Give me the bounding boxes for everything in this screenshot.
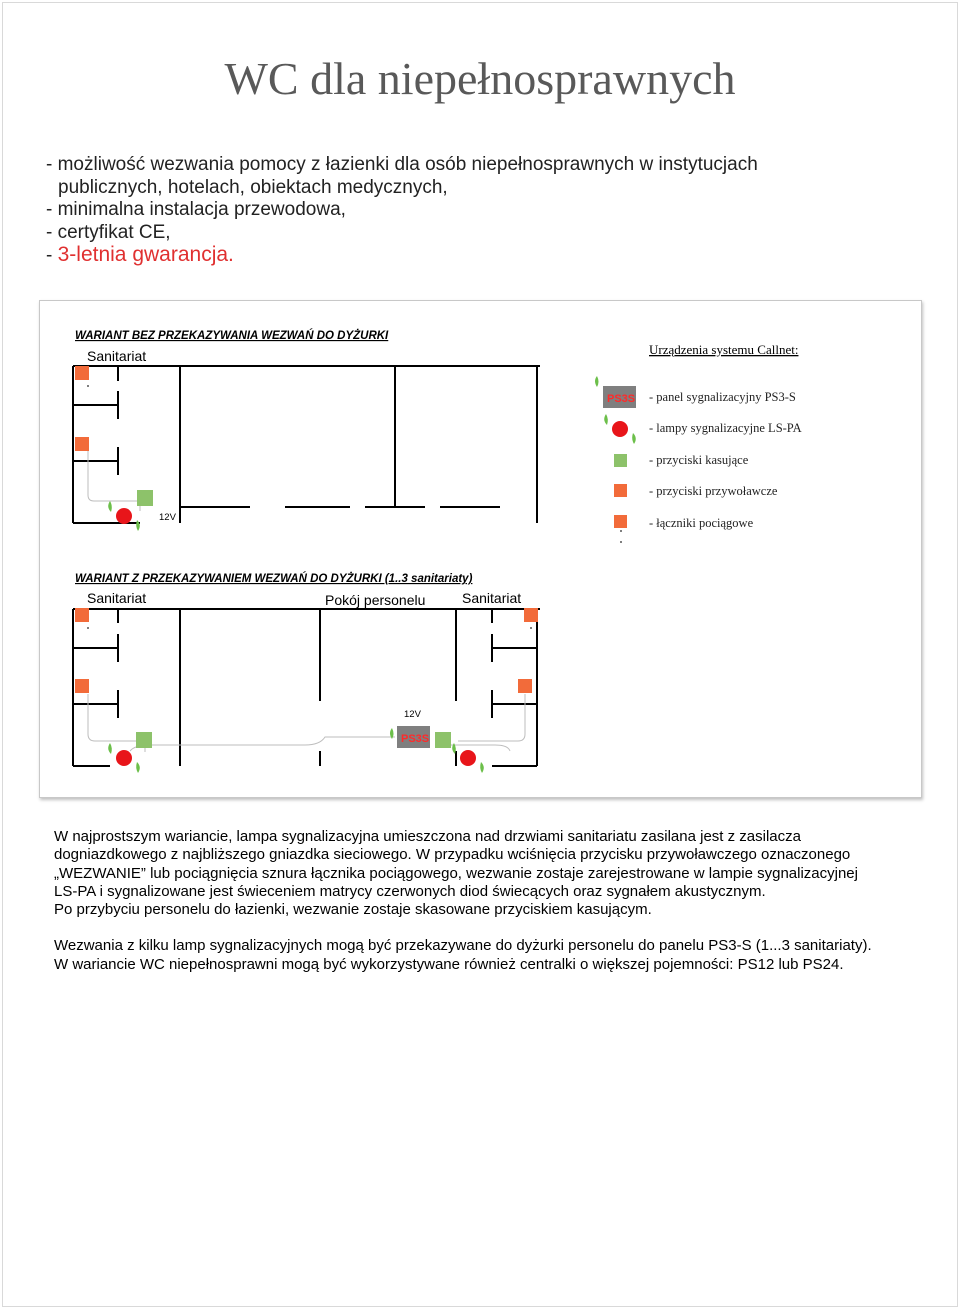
warranty-highlight: 3-letnia gwarancja. (57, 243, 234, 266)
feature-item (46, 244, 758, 268)
paragraph-line: Wezwania z kilku lamp sygnalizacyjnych mogą być przekazywane do dyżurki personelu do panelu PS3-S (1...3 sanitariaty). (54, 937, 872, 955)
paragraph-line: W najprostszym wariancie, lampa sygnalizacyjna umieszczona nad drzwiami sanitariatu zasilana jest z zasilacza (54, 828, 801, 845)
pull-switch-icon (75, 366, 89, 380)
signal-lamp-icon (108, 501, 140, 531)
paragraph-line: W wariancie WC niepełnosprawni mogą być wykorzystywane również centralki o większej pojemności: PS12 lub PS24. (54, 955, 844, 973)
right-call-button-icon (518, 679, 532, 693)
variant1-title: WARIANT BEZ PRZEKAZYWANIA WEZWAŃ DO DYŻURKI (75, 330, 389, 342)
variant2-wires (88, 694, 525, 752)
voltage-label-2: 12V (404, 709, 421, 720)
legend-item: - panel sygnalizacyjny PS3-S (649, 390, 796, 404)
legend-item: - łączniki pociągowe (649, 516, 754, 530)
feature-list (46, 154, 758, 268)
right-reset-button-icon (435, 732, 451, 748)
legend-panel-leaf (595, 376, 599, 387)
left-reset-button-icon (136, 732, 152, 748)
variant1-room-label: Sanitariat (87, 348, 147, 364)
voltage-label: 12V (159, 512, 176, 523)
feature-item: - możliwość wezwania pomocy z łazienki dla osób niepełnosprawnych w instytucjach (46, 154, 758, 175)
variant2-left-label: Sanitariat (87, 590, 147, 606)
variant2-mid-label: Pokój personelu (325, 592, 426, 608)
legend-lamp-icon (604, 414, 636, 444)
paragraph-line: LS-PA i sygnalizowane jest świeceniem matrycy czerwonych diod świecących oraz sygnałem akustycznym. (54, 882, 766, 900)
wiring-diagram (39, 300, 922, 798)
feature-item: publicznych, hotelach, obiektach medycznych, (58, 176, 448, 198)
legend-pull-icon (614, 515, 627, 528)
paragraph-gap (54, 919, 872, 937)
paragraph-line: dogniazdkowego z najbliższego gniazdka sieciowego. W przypadku wciśnięcia przycisku przywoławczego oznaczonego (54, 846, 851, 864)
legend-call-icon (614, 484, 627, 497)
legend-item: - przyciski przywoławcze (649, 484, 778, 498)
legend-title: Urządzenia systemu Callnet: (649, 342, 799, 357)
legend-item: - przyciski kasujące (649, 453, 749, 467)
reset-button-icon (137, 490, 153, 506)
panel-label: PS3S (607, 393, 636, 405)
description (54, 828, 872, 974)
feature-item: - minimalna instalacja przewodowa, (46, 199, 346, 220)
staff-panel-label: PS3S (401, 733, 430, 745)
legend-item: - lampy sygnalizacyjne LS-PA (649, 421, 802, 435)
feature-dash: - (46, 245, 58, 266)
page-title: WC dla niepełnosprawnych (224, 53, 736, 104)
paragraph-line: „WEZWANIE” lub pociągnięcia sznura łącznika pociągowego, wezwanie zostaje zarejestrowane w lampie sygnalizacyjnej (54, 864, 858, 882)
feature-item: - certyfikat CE, (46, 221, 171, 243)
diagram-canvas (40, 301, 921, 797)
legend-reset-icon (614, 454, 627, 467)
right-pull-switch-icon (524, 608, 538, 622)
left-pull-switch-icon (75, 608, 89, 622)
left-call-button-icon (75, 679, 89, 693)
variant2-right-label: Sanitariat (462, 590, 522, 606)
call-button-icon (75, 437, 89, 451)
paragraph-line: Po przybyciu personelu do łazienki, wezwanie zostaje skasowane przyciskiem kasującym. (54, 901, 652, 919)
variant2-title: WARIANT Z PRZEKAZYWANIEM WEZWAŃ DO DYŻURKI (1..3 sanitariaty) (75, 573, 473, 585)
